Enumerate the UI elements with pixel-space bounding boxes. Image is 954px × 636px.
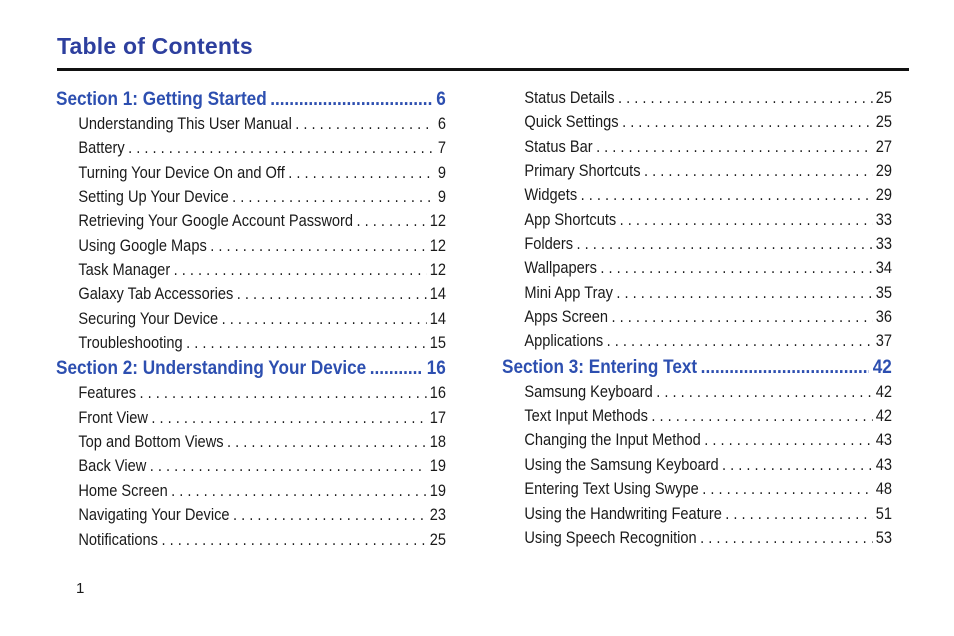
dot-leader (171, 479, 426, 503)
toc-page-number: 42 (875, 381, 893, 401)
toc-page-number: 6 (436, 88, 446, 110)
dot-leader (618, 86, 872, 110)
toc-section-heading[interactable] (502, 354, 892, 380)
toc-section-heading[interactable] (56, 86, 446, 112)
toc-entry-label: Primary Shortcuts (524, 161, 641, 181)
dot-leader (581, 183, 873, 207)
toc-entry[interactable] (502, 183, 892, 207)
toc-entry-label: Setting Up Your Device (78, 187, 229, 207)
toc-page-number: 23 (429, 505, 447, 525)
toc-page-number: 15 (429, 333, 447, 353)
toc-page-number: 14 (429, 284, 447, 304)
toc-entry[interactable] (56, 282, 446, 306)
toc-page-number: 37 (875, 331, 893, 351)
toc-page-number: 18 (429, 432, 447, 452)
toc-entry[interactable] (56, 209, 446, 233)
dot-leader (702, 477, 872, 501)
toc-entry[interactable] (56, 479, 446, 503)
toc-entry[interactable] (502, 232, 892, 256)
dot-leader (622, 110, 872, 134)
toc-left-column (56, 86, 446, 552)
toc-entry[interactable] (56, 307, 446, 331)
toc-page-number: 12 (429, 260, 447, 280)
dot-leader (210, 234, 426, 258)
dot-leader (140, 381, 427, 405)
toc-entry-label: Top and Bottom Views (78, 432, 224, 452)
dot-leader (656, 380, 872, 404)
toc-entry-label: Widgets (524, 185, 578, 205)
toc-entry-label: Using Google Maps (78, 235, 207, 255)
toc-entry-label: Battery (78, 138, 125, 158)
toc-entry[interactable] (502, 135, 892, 159)
dot-leader (612, 305, 873, 329)
toc-entry[interactable] (502, 256, 892, 280)
toc-entry-label: Troubleshooting (78, 333, 183, 353)
toc-page-number: 51 (875, 503, 893, 523)
title-rule (57, 68, 909, 71)
toc-entry-label: Retrieving Your Google Account Password (78, 211, 354, 231)
toc-page-number: 29 (875, 161, 893, 181)
toc-page-number: 29 (875, 185, 893, 205)
dot-leader (620, 208, 873, 232)
toc-page-number: 16 (426, 357, 446, 380)
toc-entry-label: Changing the Input Method (524, 430, 701, 450)
toc-page-number: 35 (875, 282, 893, 302)
toc-entry-label: Using the Samsung Keyboard (524, 454, 719, 474)
toc-entry-label: App Shortcuts (524, 209, 617, 229)
toc-entry-label: Back View (78, 456, 147, 476)
toc-page-number: 6 (437, 114, 447, 133)
toc-page-number: 17 (429, 407, 447, 427)
toc-page-number: 12 (429, 235, 447, 255)
toc-entry-label: Using Speech Recognition (524, 527, 697, 547)
toc-page-number: 53 (875, 527, 893, 547)
toc-entry[interactable] (56, 454, 446, 478)
toc-entry[interactable] (56, 503, 446, 527)
dot-leader (722, 453, 872, 477)
toc-section-heading[interactable] (56, 355, 446, 381)
toc-entry[interactable] (502, 305, 892, 329)
toc-entry[interactable] (502, 502, 892, 526)
toc-entry-label: Securing Your Device (78, 308, 219, 328)
dot-leader (616, 281, 872, 305)
dot-leader (357, 209, 427, 233)
toc-entry[interactable] (502, 159, 892, 183)
dot-leader (704, 428, 872, 452)
toc-page-number: 19 (429, 456, 447, 476)
dot-leader (600, 256, 872, 280)
toc-entry-label: Samsung Keyboard (524, 381, 653, 401)
toc-page-number: 9 (437, 187, 447, 207)
toc-page-number: 33 (875, 209, 893, 229)
dot-leader (270, 86, 433, 112)
toc-entry[interactable] (56, 430, 446, 454)
toc-entry[interactable] (56, 528, 446, 552)
toc-entry[interactable] (56, 136, 446, 160)
toc-entry-label: Apps Screen (524, 307, 609, 327)
dot-leader (233, 503, 426, 527)
toc-page-number: 43 (875, 454, 893, 474)
dot-leader (186, 331, 426, 355)
dot-leader (128, 136, 434, 160)
dot-leader (607, 329, 873, 353)
toc-entry-label: Notifications (78, 529, 159, 549)
toc-section-label: Section 2: Understanding Your Device (56, 357, 367, 380)
toc-entry[interactable] (56, 258, 446, 282)
toc-page-number: 25 (875, 88, 893, 107)
toc-entry[interactable] (502, 329, 892, 353)
toc-entry[interactable] (56, 112, 446, 136)
toc-page-number: 7 (437, 138, 447, 158)
dot-leader (700, 526, 872, 550)
dot-leader (222, 307, 427, 331)
page-title: Table of Contents (57, 33, 253, 59)
toc-entry[interactable] (502, 526, 892, 550)
toc-entry[interactable] (502, 110, 892, 134)
dot-leader (295, 112, 434, 136)
toc-entry-label: Navigating Your Device (78, 505, 230, 525)
toc-page-number: 42 (872, 355, 892, 378)
toc-entry[interactable] (56, 185, 446, 209)
toc-section-label: Section 1: Getting Started (56, 88, 267, 110)
toc-entry-label: Quick Settings (524, 112, 619, 132)
toc-entry-label: Entering Text Using Swype (524, 479, 699, 499)
dot-leader (701, 354, 870, 380)
toc-entry-label: Turning Your Device On and Off (78, 162, 285, 182)
toc-entry[interactable] (56, 161, 446, 185)
toc-entry[interactable] (502, 86, 892, 110)
toc-right-column (502, 86, 892, 550)
dot-leader (232, 185, 434, 209)
toc-page-number: 9 (437, 162, 447, 182)
dot-leader (370, 355, 424, 381)
toc-entry-label: Status Details (524, 88, 615, 107)
dot-leader (151, 406, 426, 430)
toc-entry[interactable] (502, 477, 892, 501)
toc-entry-label: Wallpapers (524, 258, 597, 278)
toc-entry-label: Using the Handwriting Feature (524, 503, 722, 523)
toc-entry-label: Mini App Tray (524, 282, 613, 302)
toc-entry-label: Task Manager (78, 260, 171, 280)
dot-leader (237, 282, 427, 306)
dot-leader (577, 232, 873, 256)
toc-entry-label: Galaxy Tab Accessories (78, 284, 234, 304)
toc-entry-label: Folders (524, 234, 574, 254)
toc-entry[interactable] (56, 234, 446, 258)
toc-page-number: 14 (429, 308, 447, 328)
toc-entry[interactable] (56, 331, 446, 355)
toc-page-number: 12 (429, 211, 447, 231)
toc-entry[interactable] (56, 381, 446, 405)
toc-page-number: 25 (429, 529, 447, 549)
dot-leader (227, 430, 426, 454)
dot-leader (651, 404, 872, 428)
toc-entry-label: Status Bar (524, 136, 593, 156)
toc-entry[interactable] (56, 406, 446, 430)
toc-page-number: 25 (875, 112, 893, 132)
toc-page-number: 48 (875, 479, 893, 499)
toc-page-number: 36 (875, 307, 893, 327)
toc-entry-label: Understanding This User Manual (78, 114, 292, 133)
dot-leader (161, 528, 426, 552)
toc-page-number: 34 (875, 258, 893, 278)
dot-leader (644, 159, 872, 183)
page-number: 1 (76, 580, 85, 597)
dot-leader (596, 135, 872, 159)
toc-entry[interactable] (502, 404, 892, 428)
toc-entry-label: Home Screen (78, 480, 168, 500)
toc-page-number: 43 (875, 430, 893, 450)
toc-entry[interactable] (502, 380, 892, 404)
toc-entry-label: Text Input Methods (524, 406, 648, 426)
toc-entry[interactable] (502, 428, 892, 452)
toc-page-number: 19 (429, 480, 447, 500)
dot-leader (725, 502, 872, 526)
dot-leader (174, 258, 427, 282)
dot-leader (288, 161, 434, 185)
toc-page-number: 27 (875, 136, 893, 156)
toc-entry[interactable] (502, 453, 892, 477)
toc-section-label: Section 3: Entering Text (502, 355, 698, 378)
toc-entry-label: Features (78, 383, 137, 403)
toc-entry-label: Front View (78, 407, 148, 427)
toc-page-number: 42 (875, 406, 893, 426)
toc-entry[interactable] (502, 208, 892, 232)
toc-entry[interactable] (502, 281, 892, 305)
toc-entry-label: Applications (524, 331, 604, 351)
dot-leader (150, 454, 427, 478)
toc-page-number: 16 (429, 383, 447, 403)
toc-page-number: 33 (875, 234, 893, 254)
